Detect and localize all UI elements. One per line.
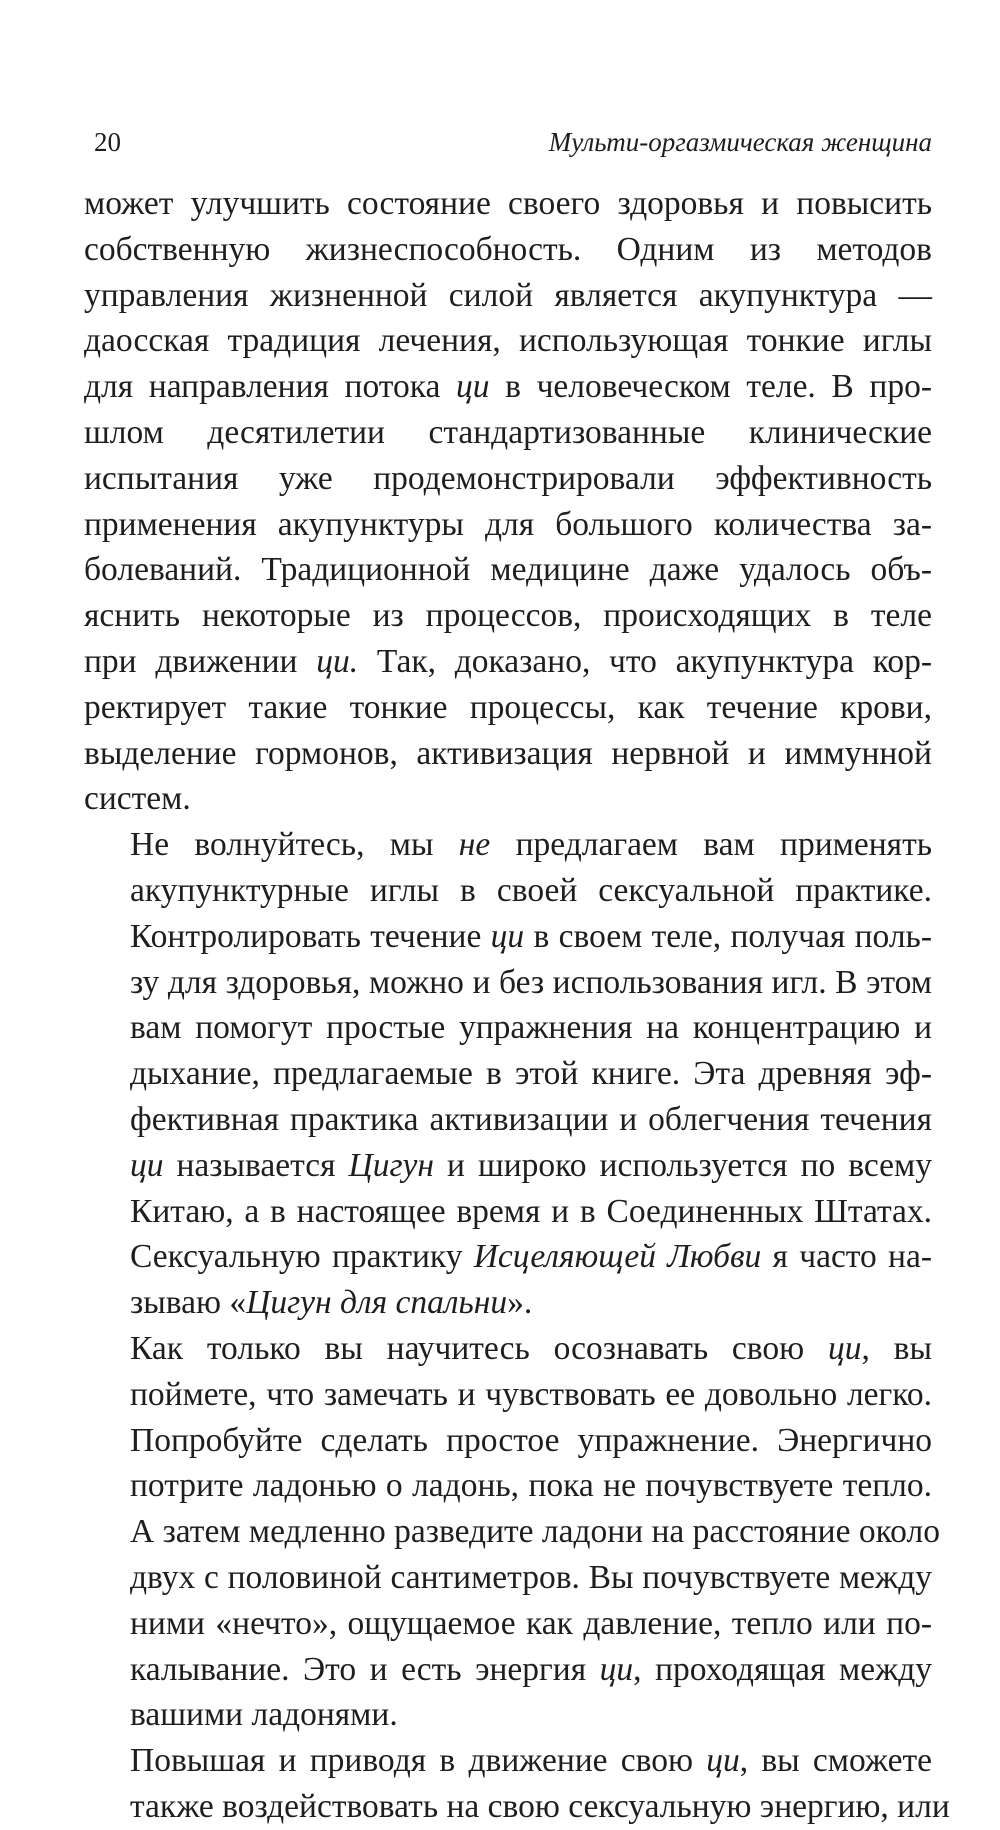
page-number: 20 [94, 127, 121, 157]
text-line: вам помогут простые упражнения на концентрацию и [130, 1009, 932, 1047]
text-line: собственную жизнеспособность. Одним из методов [84, 230, 932, 268]
italic-term: ци [827, 1329, 862, 1367]
italic-term: Цигун [348, 1146, 435, 1184]
text-line: А затем медленно разведите ладони на расстояние около [130, 1513, 940, 1551]
text-line: Контролировать течение ци в своем теле, получая поль- [130, 917, 932, 955]
text-line: поймете, что замечать и чувствовать ее довольно легко. [130, 1375, 932, 1413]
text-line: Как только вы научитесь осознавать свою ци, вы [130, 1329, 933, 1367]
running-title: Мульти-оргазмическая женщина [548, 127, 932, 157]
text-line: шлом десятилетии стандартизованные клинические [84, 413, 932, 451]
paragraph [84, 822, 932, 1326]
text-line: Попробуйте сделать простое упражнение. Энергично [130, 1421, 932, 1459]
italic-term: Цигун для спальни [246, 1284, 508, 1322]
text-line: болеваний. Традиционной медицине даже удалось объ- [84, 551, 932, 589]
text-line: испытания уже продемонстрировали эффективность [84, 459, 932, 497]
paragraph [84, 181, 932, 822]
text-line: управления жизненной силой является акупунктура — [84, 276, 932, 314]
text-line: при движении ци. Так, доказано, что акупунктура кор- [84, 642, 932, 680]
body-text [84, 181, 950, 1830]
italic-term: ци [599, 1650, 634, 1688]
paragraph [84, 1738, 950, 1830]
text-line: зу для здоровья, можно и без использования игл. В этом [130, 963, 932, 1001]
text-line: Повышая и приводя в движение свою ци, вы сможете [130, 1742, 932, 1780]
italic-term: ци [490, 917, 525, 955]
text-line: двух с половиной сантиметров. Вы почувствуете между [130, 1558, 932, 1596]
text-line: ци называется Цигун и широко используется по всему [130, 1146, 932, 1184]
text-line: вашими ладонями. [130, 1696, 398, 1734]
text-line: фективная практика активизации и облегчения течения [130, 1100, 932, 1138]
text-line: зываю «Цигун для спальни». [130, 1284, 533, 1322]
page-header [84, 122, 932, 162]
italic-term: не [458, 826, 491, 864]
italic-term: ци [706, 1742, 740, 1780]
italic-term: Исцеляющей Любви [473, 1238, 762, 1276]
text-line: для направления потока ци в человеческом теле. В про- [84, 368, 932, 406]
text-line: яснить некоторые из процессов, происходящих в теле [84, 597, 932, 635]
italic-term: ци. [316, 642, 359, 680]
text-line: Сексуальную практику Исцеляющей Любви я часто на- [130, 1238, 932, 1276]
text-line: применения акупунктуры для большого количества за- [84, 505, 932, 543]
text-line: выделение гормонов, активизация нервной и иммунной [84, 734, 932, 772]
text-line: ними «нечто», ощущаемое как давление, тепло или по- [130, 1604, 932, 1642]
text-line: даосская традиция лечения, использующая тонкие иглы [84, 322, 932, 360]
text-line: калывание. Это и есть энергия ци, проходящая между [130, 1650, 933, 1688]
text-line: потрите ладонью о ладонь, пока не почувствуете тепло. [130, 1467, 932, 1505]
text-line: систем. [84, 780, 191, 818]
italic-term: ци [456, 368, 490, 406]
text-line: ректирует такие тонкие процессы, как течение крови, [84, 688, 932, 726]
text-line: может улучшить состояние своего здоровья и повысить [84, 185, 932, 222]
text-line: дыхание, предлагаемые в этой книге. Эта древняя эф- [130, 1055, 932, 1093]
paragraph [84, 1326, 940, 1738]
text-line: также воздействовать на свою сексуальную энергию, или [130, 1787, 950, 1825]
text-line: Не волнуйтесь, мы не предлагаем вам применять [130, 826, 932, 864]
italic-term: ци [130, 1146, 164, 1184]
text-line: акупунктурные иглы в своей сексуальной практике. [130, 871, 932, 909]
text-line: Китаю, а в настоящее время и в Соединенных Штатах. [130, 1192, 932, 1230]
